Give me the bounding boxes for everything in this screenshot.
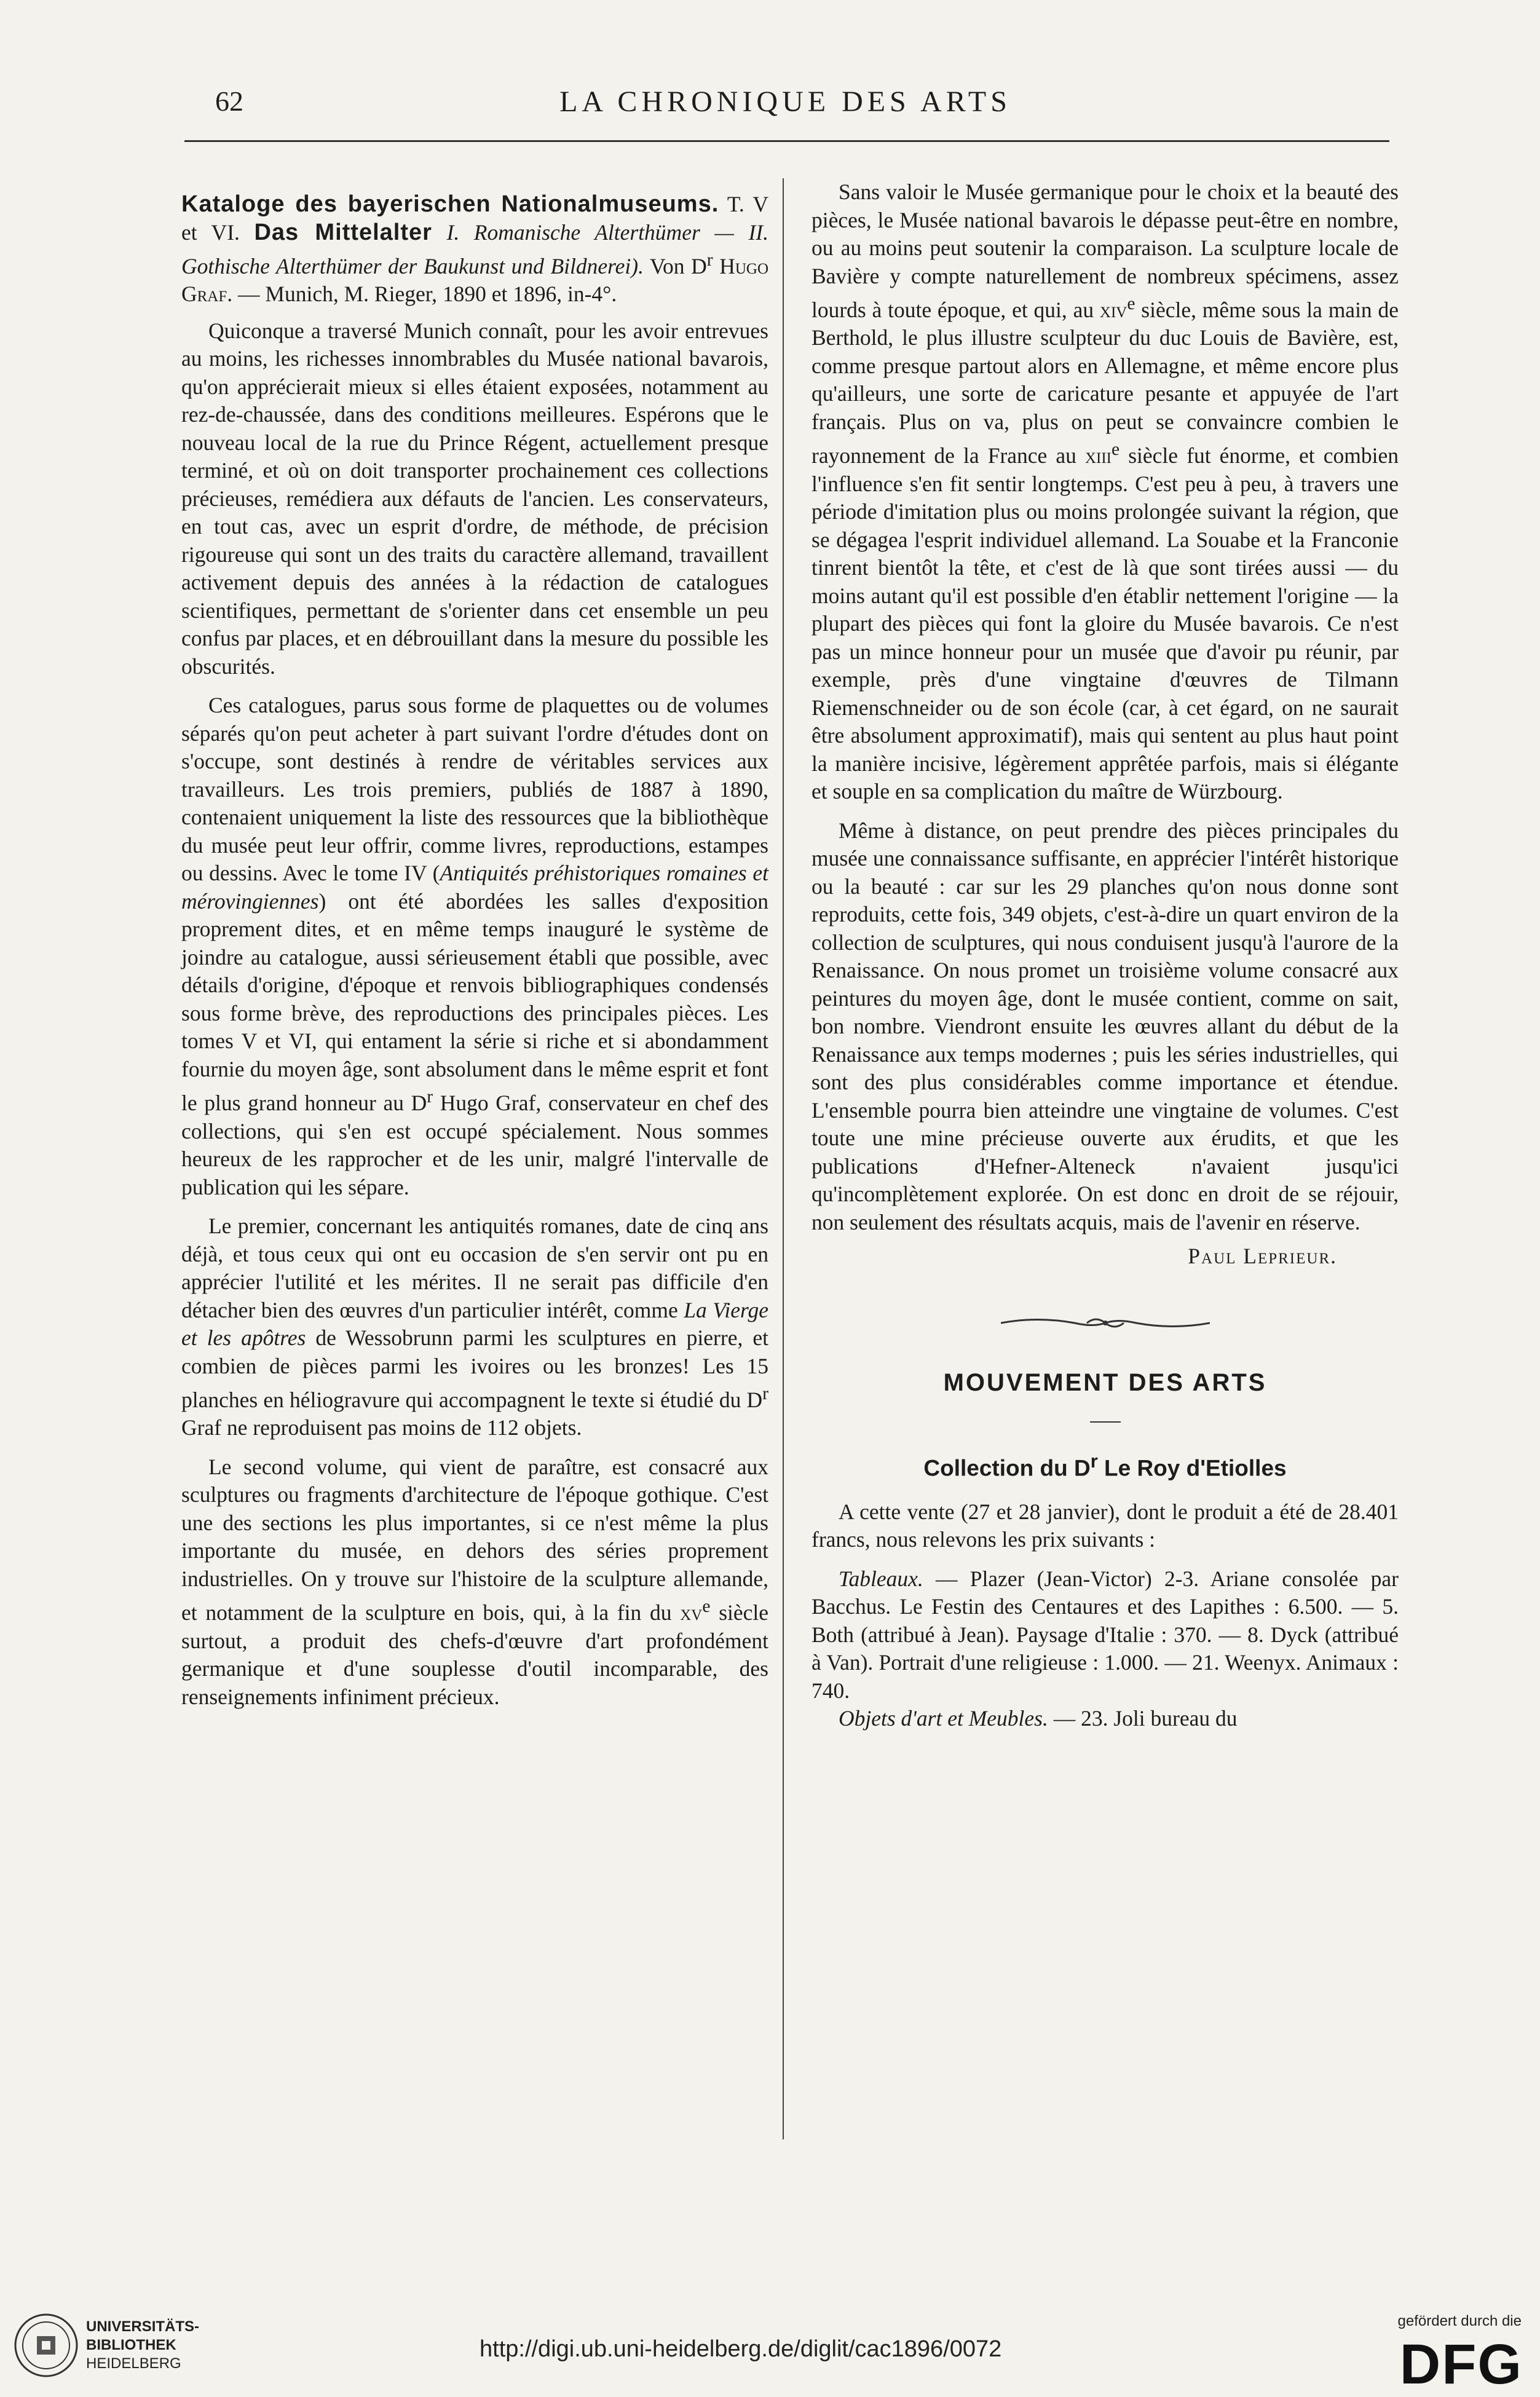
paragraph <box>181 692 768 1201</box>
book-subtitle: Das Mittelalter <box>254 219 432 245</box>
text-run: Collection du D <box>923 1455 1091 1481</box>
university-line: UNIVERSITÄTS- <box>86 2318 200 2335</box>
text-run: — Plazer (Jean-Victor) 2-3. Ariane consolée par Bacchus. Le Festin des Centaures et des Lapithes : 6.500. — 5. Both (attribué à Jean). Paysage d'Italie : 370. — 8. Dyck (attribué à Van). Portrait d'une religieuse : 1.000. — 21. Weenyx. Animaux : 740. <box>811 1566 1399 1703</box>
text-run: siècle, même sous la main de Berthold, le plus illustre sculpteur du duc Louis de Bavière, est, comme presque partout alors en Allemagne, et même encore plus qu'ailleurs, une sorte de caricature pesante et appuyée de l'art français. Plus on va, plus on peut se convaincre combien le rayonnement de la France au <box>811 297 1399 468</box>
book-author: Hugo Graf <box>181 253 769 307</box>
superscript: r <box>762 1384 768 1404</box>
paragraph <box>181 1453 768 1711</box>
superscript: e <box>702 1597 711 1617</box>
funded-by-label: gefördert durch die <box>1397 2313 1522 2329</box>
text-run: Graf ne reproduisent pas moins de 112 objets. <box>181 1415 582 1440</box>
ornament-divider <box>1001 1314 1210 1332</box>
category-label: Objets d'art et Meubles. <box>839 1706 1048 1731</box>
century-numeral: xiii <box>1084 443 1112 468</box>
century-numeral: xiv <box>1099 297 1127 322</box>
university-name <box>86 2318 199 2373</box>
right-column <box>811 178 1399 1733</box>
text-run: Sans valoir le Musée germanique pour le choix et la beauté des pièces, le Musée national bavarois le dépasse peut-être en nombre, ou au moins peut soutenir la comparaison. La sculpture locale de Bavière y compte naturellement de nombreux spécimens, assez lourds à toute époque, et qui, au <box>811 180 1399 322</box>
paragraph <box>811 1705 1399 1733</box>
book-volumes: T. V et VI. <box>181 192 769 245</box>
superscript: e <box>1127 294 1135 314</box>
book-title: Kataloge des bayerischen Nationalmuseums. <box>181 191 719 217</box>
text-run: siècle surtout, a produit des chefs-d'œuvre d'art profondément germanique et d'une souplesse d'outil incomparable, des renseignements infiniment précieux. <box>181 1600 769 1709</box>
university-line: BIBLIOTHEK <box>86 2337 176 2353</box>
paragraph <box>181 1212 768 1442</box>
text-run: de Wessobrunn parmi les sculptures en pierre, et combien de pièces parmi les ivoires ou les bronzes! Les 15 planches en héliogravure qui accompagnent le texte si étudié du D <box>181 1325 768 1412</box>
source-url-link[interactable]: http://digi.ub.uni-heidelberg.de/diglit/cac1896/0072 <box>480 2336 1002 2362</box>
text-run: Hugo Graf, conservateur en chef des collections, qui s'en est occupé spécialement. Nous sommes heureux de les rapprocher et de les unir, malgré l'intervalle de publication qui les sépare. <box>181 1091 769 1199</box>
page-number: 62 <box>215 85 243 117</box>
section-dash <box>1090 1421 1121 1423</box>
book-subtitle-italic: I. Romanische Alterthümer — II. Gothische Alterthümer der Baukunst und Bildnerei). <box>181 219 768 278</box>
book-author-sup: r <box>706 250 713 270</box>
paragraph <box>811 1565 1399 1705</box>
superscript: r <box>1090 1450 1098 1472</box>
text-run: Ces catalogues, parus sous forme de plaquettes ou de volumes séparés qu'on peut acheter à part suivant l'ordre d'études dont on s'occupe, sont destinés à rendre de véritables services aux travailleurs. Les trois premiers, publiés de 1887 à 1890, contenaient uniquement la liste des ressources que la bibliothèque du musée peut leur offrir, comme livres, reproductions, estampes ou dessins. Avec le tome IV ( <box>181 693 768 886</box>
book-author-prefix: Von D <box>644 253 707 278</box>
century-numeral: xv <box>680 1600 703 1625</box>
text-run-italic: Antiquités préhistoriques romaines et mérovingiennes <box>181 861 768 914</box>
text-run-italic: La Vierge et les apôtres <box>181 1297 768 1351</box>
superscript: e <box>1112 440 1120 460</box>
journal-title: LA CHRONIQUE DES ARTS <box>559 85 1011 118</box>
paragraph: A cette vente (27 et 28 janvier), dont le produit a été de 28.401 francs, nous relevons les prix suivants : <box>811 1499 1399 1552</box>
book-imprint: . — Munich, M. Rieger, 1890 et 1896, in-4°. <box>227 282 617 307</box>
text-run: — 23. Joli bureau du <box>1048 1706 1238 1731</box>
paragraph: Même à distance, on peut prendre des pièces principales du musée une connaissance suffisante, en apprécier l'intérêt historique ou la beauté : car sur les 29 planches qu'on nous donne sont reproduits, cette fois, 349 objets, c'est-à-dire un quart environ de la collection de sculptures, qui nous conduisent jusqu'à l'aurore de la Renaissance. On nous promet un troisième volume consacré aux peintures du moyen âge, dont le musée contient, comme on sait, bon nombre. Viendront ensuite les œuvres allant du début de la Renaissance aux temps modernes ; puis les séries industrielles, qui sont des plus considérables comme importance et étendue. L'ensemble pourra bien atteindre une vingtaine de volumes. C'est toute une mine précieuse ouverte aux érudits, et que les publications d'Hefner-Alteneck n'avaient jusqu'ici qu'incomplètement explorée. On est donc en droit de se réjouir, non seulement des résultats acquis, mais de l'avenir en réserve. <box>811 818 1399 1234</box>
category-label: Tableaux. <box>839 1566 923 1591</box>
digitization-footer <box>0 2287 1540 2397</box>
text-run: Le second volume, qui vient de paraître, est consacré aux sculptures ou fragments d'architecture de l'époque gothique. C'est une des sections les plus importantes, si ce n'est même la plus importante du musée, en dehors des séries proprement industrielles. On y trouve sur l'histoire de la sculpture allemande, et notamment de la sculpture en bois, qui, à la fin du <box>181 1454 768 1625</box>
running-head <box>178 79 1392 128</box>
signature: Paul Leprieur. <box>1188 1244 1337 1269</box>
subsection-title <box>811 1447 1399 1482</box>
book-entry <box>181 191 768 309</box>
text-run: siècle fut énorme, et combien l'influence s'en fit sentir longtemps. C'est peu à peu, à travers une période d'imitation plus ou moins prolongée suivant la région, que se dégagea l'esprit individuel allemand. La Souabe et la Franconie tinrent bientôt la tête, et c'est de là que sont tirées aussi — du moins autant qu'il est possible d'en établir nettement l'origine — la plupart des pièces qui font la gloire du Musée bavarois. Ce n'est pas un mince honneur pour un musée que d'avoir pu réunir, par exemple, près d'une vingtaine d'œuvres de Tilmann Riemenschneider ou de son école (car, à cet égard, on ne saurait être absolument approximatif), mais qui sentent au plus haut point la manière incisive, légèrement apprêtée parfois, mais si élégante et souple en sa complication du maître de Würzbourg. <box>811 443 1399 804</box>
paragraph <box>811 178 1399 806</box>
text-run: Le Roy d'Etiolles <box>1097 1455 1287 1481</box>
header-rule <box>184 140 1389 142</box>
dfg-logo: DFG <box>1399 2333 1523 2396</box>
university-seal-icon <box>12 2312 80 2379</box>
text-run: Le premier, concernant les antiquités romanes, date de cinq ans déjà, et tous ceux qui ont eu occasion de s'en servir ont pu en apprécier l'utilité et les mérites. Il ne serait pas difficile d'en détacher bien des œuvres d'un particulier intérêt, comme <box>181 1214 768 1322</box>
section-title: MOUVEMENT DES ARTS <box>943 1368 1267 1396</box>
superscript: r <box>427 1087 433 1107</box>
university-line: HEIDELBERG <box>86 2355 181 2372</box>
left-column <box>181 178 768 1711</box>
text-run: ) ont été abordées les salles d'exposition proprement dites, et en même temps inauguré le système de joindre au catalogue, aussi sérieusement établi que possible, avec détails d'origine, d'époque et renvois bibliographiques condensés sous forme brève, des reproductions des principales pièces. Les tomes V et VI, qui entament la série si riche et si abondamment fournie du moyen âge, sont absolument dans le même esprit et font le plus grand honneur au D <box>181 888 768 1116</box>
paragraph: Quiconque a traversé Munich connaît, pour les avoir entrevues au moins, les richesses innombrables du Musée national bavarois, qu'on apprécierait mieux si elles étaient exposées, notamment au rez-de-chaussée, dans des conditions meilleures. Espérons que le nouveau local de la rue du Prince Régent, actuellement presque terminé, et où on doit transporter prochainement ces collections précieuses, remédiera aux défauts de l'ancien. Les conservateurs, en tout cas, avec un esprit d'ordre, de méthode, de précision rigoureuse qui sont un des traits du caractère allemand, travaillent activement depuis des années à la rédaction de catalogues scientifiques, permettant de s'orienter dans cet ensemble un peu confus par places, et en débrouillant dans la mesure du possible les obscurités. <box>181 318 768 679</box>
column-divider <box>783 178 784 2139</box>
